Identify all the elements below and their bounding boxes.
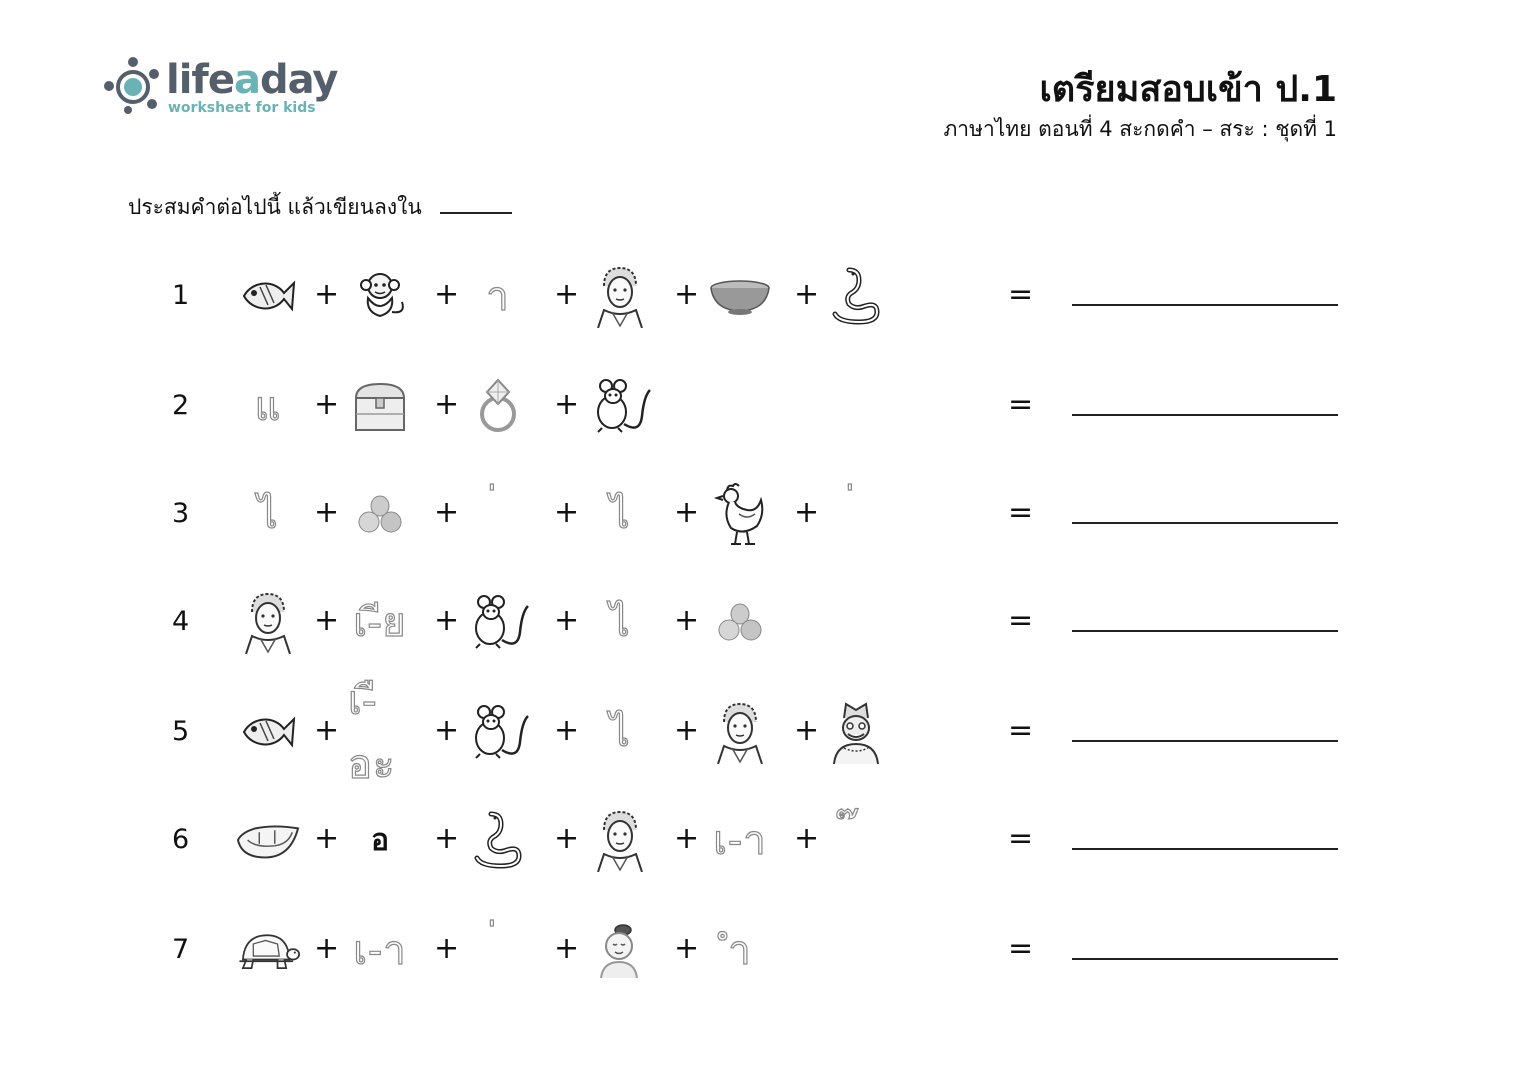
plus-sign: + [554,277,580,312]
turtle-icon [236,910,300,990]
plus-sign: + [554,603,580,638]
instruction-text: ประสมคำต่อไปนี้ แล้วเขียนลงใน [128,195,422,219]
answer-line[interactable] [1072,630,1338,632]
equals-sign: = [1008,495,1034,530]
plus-sign: + [314,603,340,638]
dotted-glyph: า [486,274,510,320]
dotted-glyph: ไ [257,492,279,538]
page-subtitle: ภาษาไทย ตอนที่ 4 สะกดคำ – สระ : ชุดที่ 1 [943,117,1337,141]
snake-icon [466,800,530,880]
dotted-glyph: ไ [609,492,631,538]
row-number: 6 [172,824,190,855]
logo-wordmark: lifeaday [166,57,338,103]
mouse-icon [466,692,530,772]
page-title: เตรียมสอบเข้า ป.1 [1039,69,1337,110]
plus-sign: + [674,495,700,530]
mouse-icon [466,582,530,662]
exercise-row [0,582,1527,662]
plus-sign: + [314,931,340,966]
plus-sign: + [554,713,580,748]
answer-line[interactable] [1072,848,1338,850]
vowel-token [708,800,772,880]
monkey-icon [348,256,412,336]
equals-sign: = [1008,277,1034,312]
equals-sign: = [1008,821,1034,856]
exercise-row [0,678,1527,788]
snake-icon [824,256,888,336]
exercise-row [0,910,1527,990]
exercise-row [0,800,1527,880]
plus-sign: + [794,277,820,312]
answer-line[interactable] [1072,958,1338,960]
plus-sign: + [434,821,460,856]
eggs-icon [708,582,772,662]
dotted-glyph: เ-ือะ [348,678,396,788]
tone-mark-token [824,800,888,880]
logo-molecule-icon [102,54,164,116]
plus-sign: + [554,495,580,530]
vowel-token [348,910,412,990]
eggs-icon [348,474,412,554]
plus-sign: + [794,495,820,530]
dotted-glyph: ไ [609,600,631,646]
vowel-token [588,582,652,662]
mouse-icon [588,366,652,446]
plus-sign: + [674,603,700,638]
plus-sign: + [434,713,460,748]
plus-sign: + [794,821,820,856]
dotted-glyph: เ-า [713,818,767,864]
giant-icon [824,692,888,772]
plus-sign: + [554,931,580,966]
dotted-glyph: ่ [497,925,499,976]
fish-icon [236,256,300,336]
tone-mark-token [466,474,530,554]
chicken-icon [708,474,772,554]
plus-sign: + [314,277,340,312]
answer-line[interactable] [1072,740,1338,742]
plus-sign: + [794,713,820,748]
instruction-blank [440,192,512,214]
equals-sign: = [1008,713,1034,748]
plus-sign: + [434,931,460,966]
man-icon [588,256,652,336]
plus-sign: + [554,821,580,856]
answer-line[interactable] [1072,414,1338,416]
row-number: 3 [172,498,190,529]
dotted-glyph: ่ [855,489,857,540]
vowel-token [236,366,300,446]
plus-sign: + [434,277,460,312]
plus-sign: + [674,931,700,966]
vowel-token [348,678,412,788]
tone-mark-token [466,910,530,990]
plus-sign: + [434,387,460,422]
instruction [128,192,512,222]
plus-sign: + [674,713,700,748]
vowel-token [466,256,530,336]
man-icon [236,582,300,662]
plus-sign: + [434,603,460,638]
vowel-token [348,582,412,662]
dotted-glyph: แ [254,384,282,430]
dotted-glyph: เ-ีย [353,600,407,646]
letter-text: อ [370,822,390,858]
plus-sign: + [674,277,700,312]
row-number: 5 [172,716,190,747]
fish-icon [236,692,300,772]
dotted-glyph: ำ [728,928,752,974]
plus-sign: + [554,387,580,422]
dotted-glyph: เ-า [353,928,407,974]
man-icon [708,692,772,772]
man-icon [588,800,652,880]
exercise-row [0,474,1527,554]
plus-sign: + [674,821,700,856]
plus-sign: + [314,821,340,856]
letter-token [348,800,412,880]
exercise-row [0,256,1527,336]
dotted-glyph: ่ [497,489,499,540]
bowl-icon [708,256,772,336]
tone-mark-token [824,474,888,554]
dotted-glyph: ๊ [855,815,857,866]
row-number: 7 [172,934,190,965]
answer-line[interactable] [1072,304,1338,306]
lifeaday-logo [102,54,342,124]
vowel-token [708,910,772,990]
row-number: 1 [172,280,190,311]
chest-icon [348,366,412,446]
equals-sign: = [1008,931,1034,966]
boat-icon [236,800,300,880]
row-number: 4 [172,606,190,637]
answer-line[interactable] [1072,522,1338,524]
logo-tagline: worksheet for kids [168,100,316,116]
row-number: 2 [172,390,190,421]
vowel-token [236,474,300,554]
ring-icon [466,366,530,446]
equals-sign: = [1008,603,1034,638]
plus-sign: + [314,387,340,422]
child-icon [588,910,652,990]
plus-sign: + [434,495,460,530]
vowel-token [588,474,652,554]
vowel-token [588,692,652,772]
exercise-row [0,366,1527,446]
plus-sign: + [314,713,340,748]
dotted-glyph: ไ [609,710,631,756]
plus-sign: + [314,495,340,530]
equals-sign: = [1008,387,1034,422]
